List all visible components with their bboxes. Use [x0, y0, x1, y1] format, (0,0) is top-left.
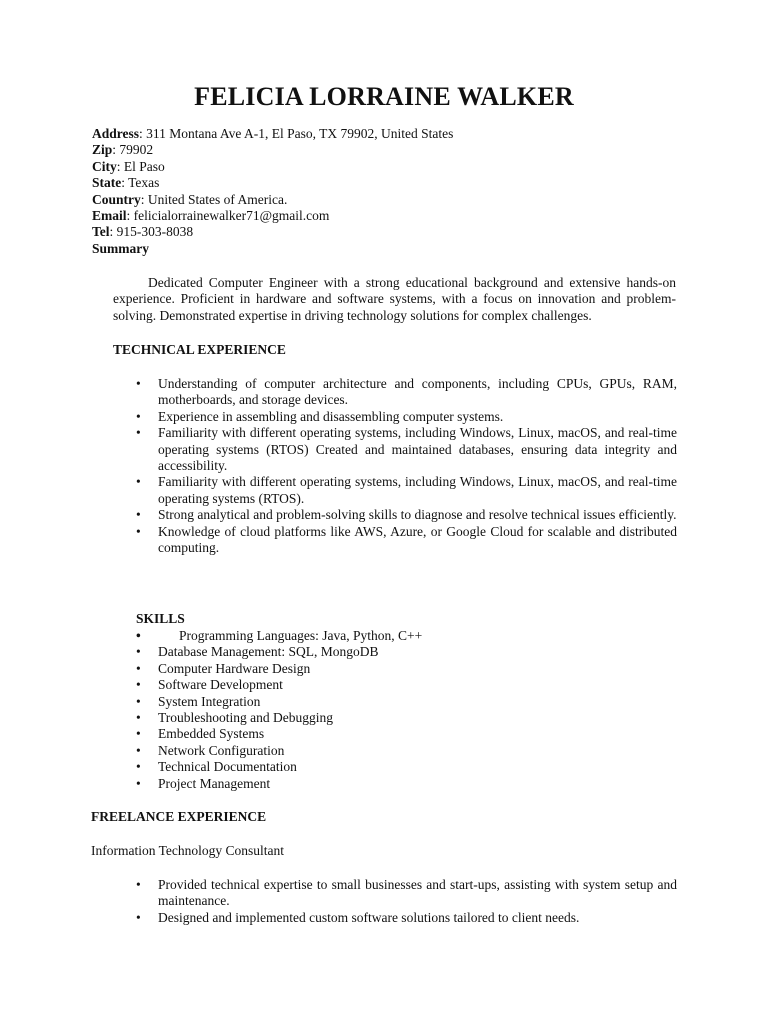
summary-heading: Summary: [92, 240, 149, 256]
list-item: • Software Development: [136, 677, 283, 693]
contact-tel: [92, 224, 692, 240]
contact-label: Email: [92, 208, 127, 224]
bullet-icon: •: [136, 759, 141, 775]
skills-heading: SKILLS: [136, 611, 185, 626]
contact-value: : 311 Montana Ave A-1, El Paso, TX 79902, United States: [139, 126, 454, 141]
bullet-icon: •: [136, 628, 141, 643]
bullet-icon: •: [136, 425, 141, 441]
bullet-icon: •: [136, 742, 141, 758]
bullet-icon: •: [136, 909, 141, 925]
contact-label: State: [92, 175, 122, 191]
list-item: • Familiarity with different operating systems, including Windows, Linux, macOS, and real-time operating systems (RTOS).: [136, 474, 677, 506]
list-item: • Understanding of computer architecture and components, including CPUs, GPUs, RAM, motherboards, and storage devices.: [136, 376, 677, 408]
bullet-icon: •: [136, 726, 141, 742]
technical-experience-list: [136, 376, 677, 556]
list-item: • Strong analytical and problem-solving skills to diagnose and resolve technical issues efficiently.: [136, 507, 677, 523]
bullet-icon: •: [136, 474, 141, 490]
contact-label: Country: [92, 191, 141, 207]
list-item: • Designed and implemented custom software solutions tailored to client needs.: [136, 909, 580, 925]
freelance-experience-list: [136, 877, 677, 926]
list-item: • System Integration: [136, 693, 261, 709]
skills-list: [136, 628, 677, 792]
contact-value: : United States of America.: [140, 191, 288, 207]
list-item: • Troubleshooting and Debugging: [136, 710, 333, 726]
contact-value: : 915-303-8038: [109, 224, 194, 240]
bullet-icon: •: [136, 693, 141, 709]
contact-block: [92, 126, 692, 257]
bullet-icon: •: [136, 877, 141, 892]
candidate-name: FELICIA LORRAINE WALKER: [194, 82, 574, 111]
list-item: • Computer Hardware Design: [136, 660, 311, 676]
list-item: • Embedded Systems: [136, 726, 265, 742]
contact-zip: [92, 142, 692, 158]
list-item: • Experience in assembling and disassembling computer systems.: [136, 408, 504, 424]
list-item: • Network Configuration: [136, 742, 285, 758]
contact-address: [92, 126, 692, 142]
contact-state: [92, 175, 692, 191]
bullet-icon: •: [136, 507, 141, 523]
contact-label: Tel: [92, 224, 110, 240]
bullet-icon: •: [136, 677, 141, 693]
list-item: • Project Management: [136, 775, 271, 791]
contact-email: [92, 208, 692, 224]
bullet-icon: •: [136, 523, 141, 539]
bullet-icon: •: [136, 408, 141, 424]
contact-value: : felicialorrainewalker71@gmail.com: [126, 208, 330, 224]
contact-label: Address: [92, 126, 140, 141]
contact-label: City: [92, 158, 117, 174]
contact-label: Zip: [92, 142, 113, 158]
list-item: • Database Management: SQL, MongoDB: [136, 644, 379, 660]
freelance-role: Information Technology Consultant: [91, 843, 285, 858]
technical-experience-heading: TECHNICAL EXPERIENCE: [113, 342, 286, 357]
bullet-icon: •: [136, 710, 141, 726]
contact-value: : Texas: [121, 175, 160, 191]
bullet-icon: •: [136, 660, 141, 676]
summary-text: Dedicated Computer Engineer with a strong educational background and extensive hands-on experience. Proficient in hardware and software systems, with a focus on innovation and problem-solving. Demonstrated expertise in driving technology solutions for complex challenges.: [113, 275, 676, 323]
bullet-icon: •: [136, 644, 141, 660]
list-item: • Programming Languages: Java, Python, C++: [136, 628, 423, 643]
contact-value: : El Paso: [116, 158, 165, 174]
bullet-icon: •: [136, 376, 141, 391]
contact-city: [92, 159, 692, 175]
bullet-icon: •: [136, 775, 141, 791]
contact-value: : 79902: [112, 142, 154, 158]
list-item: • Knowledge of cloud platforms like AWS, Azure, or Google Cloud for scalable and distributed computing.: [136, 523, 677, 556]
list-item: • Provided technical expertise to small businesses and start-ups, assisting with system setup and maintenance.: [136, 877, 677, 909]
freelance-experience-heading: FREELANCE EXPERIENCE: [91, 809, 267, 824]
contact-country: [92, 192, 692, 208]
list-item: • Technical Documentation: [136, 759, 297, 775]
list-item: • Familiarity with different operating systems, including Windows, Linux, macOS, and real-time operating systems (RTOS) Created and maintained databases, ensuring data integrity and accessibility.: [136, 425, 677, 474]
